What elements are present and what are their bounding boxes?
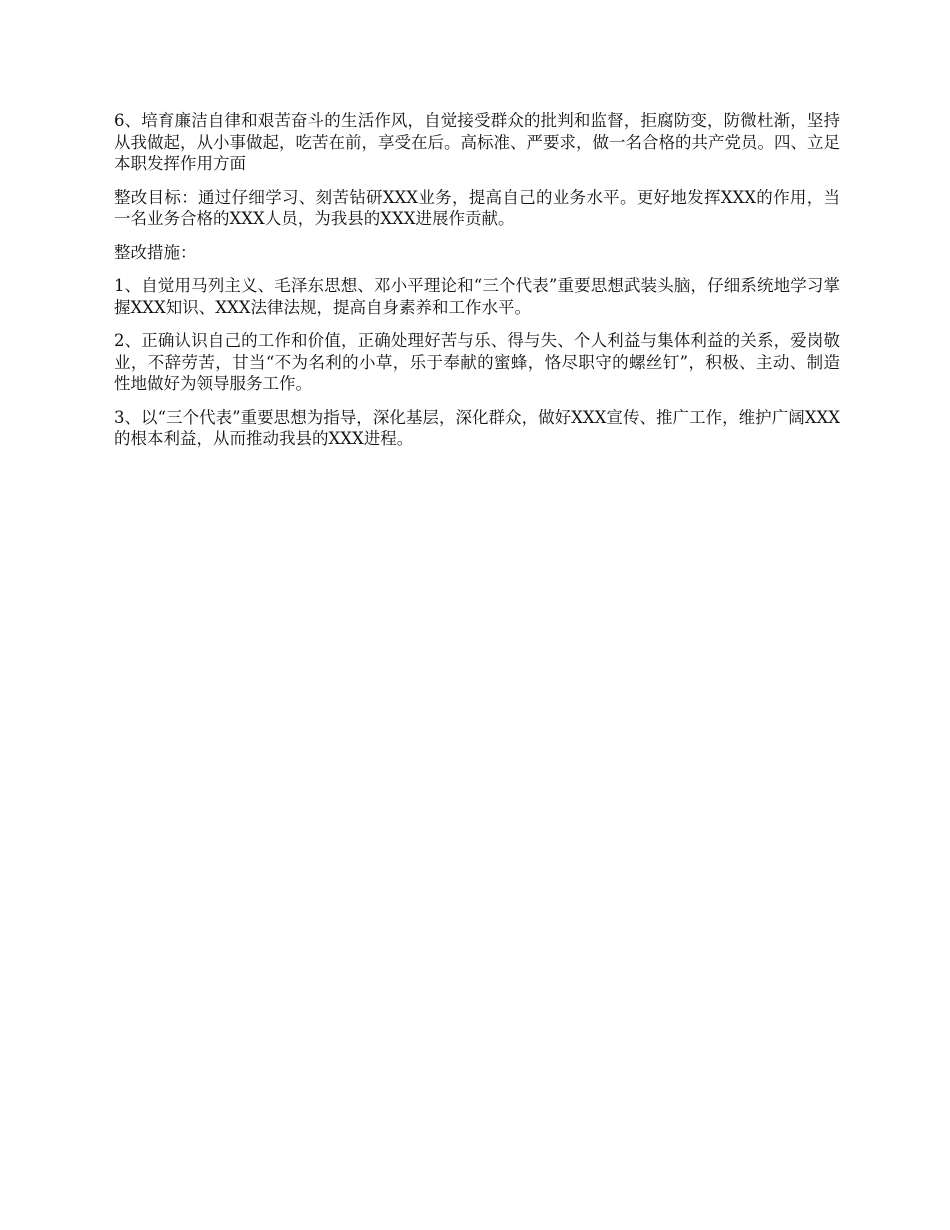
paragraph-measure-1: 1、自觉用马列主义、毛泽东思想、邓小平理论和“三个代表”重要思想武装头脑，仔细系统地学习掌握XXX知识、XXX法律法规，提高自身素养和工作水平。: [114, 276, 840, 317]
paragraph-measure-3: 3、以“三个代表”重要思想为指导，深化基层，深化群众，做好XXX宣传、推广工作，维护广阔XXX的根本利益，从而推动我县的XXX进程。: [114, 407, 840, 448]
paragraph-rectification-goal: 整改目标：通过仔细学习、刻苦钻研XXX业务，提高自己的业务水平。更好地发挥XXX的作用，当一名业务合格的XXX人员，为我县的XXX进展作贡献。: [114, 187, 840, 228]
paragraph-rectification-measures-heading: 整改措施：: [114, 242, 197, 262]
paragraph-integrity-self-discipline: 6、培育廉洁自律和艰苦奋斗的生活作风，自觉接受群众的批判和监督，拒腐防变，防微杜渐，坚持从我做起，从小事做起，吃苦在前，享受在后。高标准、严要求，做一名合格的共产党员。四、立足本职发挥作用方面: [114, 111, 840, 173]
paragraph-measure-2: 2、正确认识自己的工作和价值，正确处理好苦与乐、得与失、个人利益与集体利益的关系，爱岗敬业，不辞劳苦，甘当“不为名利的小草，乐于奉献的蜜蜂，恪尽职守的螺丝钉”，积极、主动、制造性地做好为领导服务工作。: [114, 331, 840, 393]
document-body: [114, 110, 840, 462]
